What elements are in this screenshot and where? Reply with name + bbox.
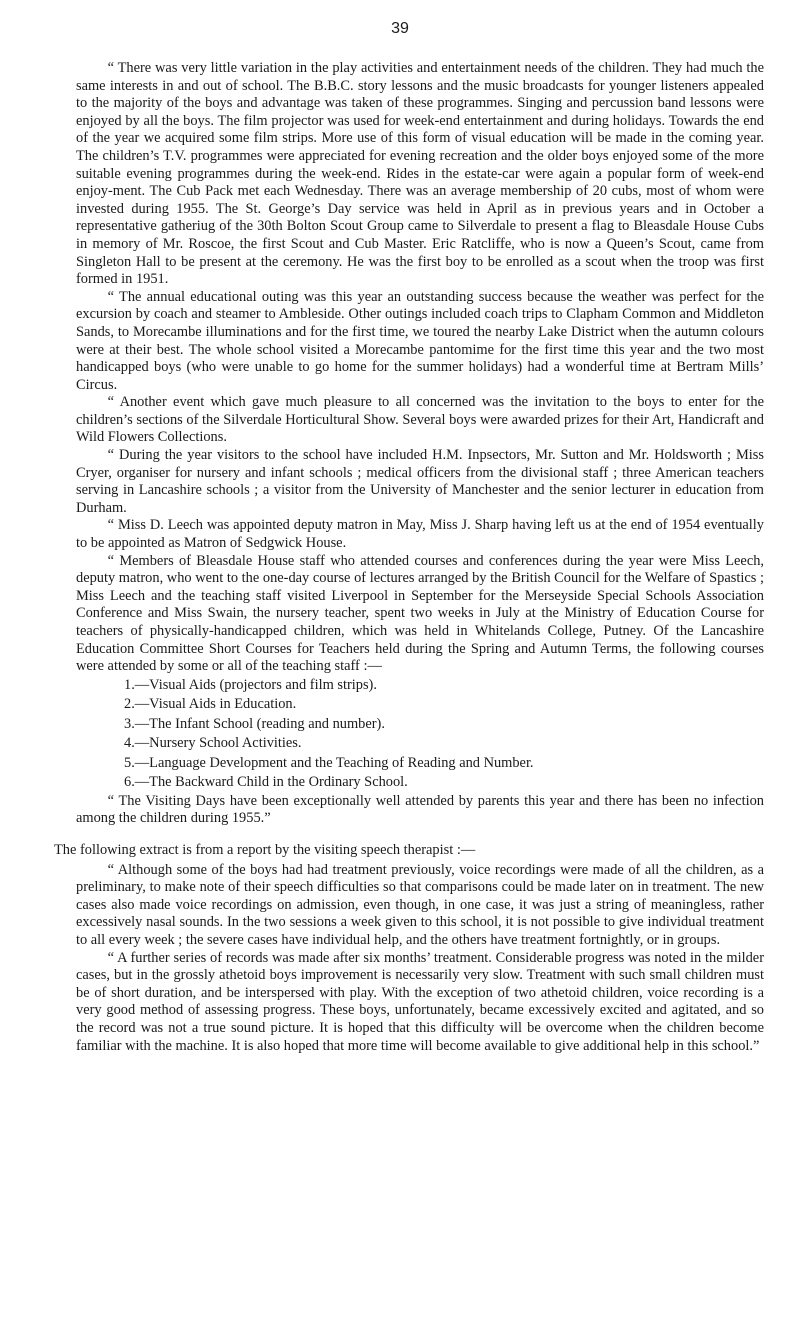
- paragraph-horticultural-show: “ Another event which gave much pleasure to all concerned was the invitation to the boys to enter for the children’s sections of the Silverdale Horticultural Show. Several boys were awarded prizes for their Art, Handicraft and Wild Flowers Collections.: [76, 394, 764, 446]
- paragraph-play-activities: “ There was very little variation in the play activities and entertainment needs of the children. They had much the same interests in and out of school. The B.B.C. story lessons and the music broadcasts for younger listeners appealed to the majority of the boys and advantage was taken of these programmes. Singing and percussion band lessons were enjoyed by all the boys. The film projector was used for week-end entertainment and during holidays. Towards the end of the year we acquired some film strips. More use of this form of visual education will be made in the coming year. The children’s T.V. programmes were appreciated for evening recreation and the older boys enjoyed some of the more suitable evening programmes during the week-end. Rides in the estate-car were again a popular form of week-end enjoy-ment. The Cub Pack met each Wednesday. There was an average membership of 20 cubs, most of whom were invested during 1955. The St. George’s Day service was held in April as in previous years and in October a representative gatheriug of the 30th Bolton Scout Group came to Silverdale to present a flag to Bleasdale House Cubs in memory of Mr. Roscoe, the first Scout and Cub Master. Eric Ratcliffe, who is now a Queen’s Scout, came from Singleton Hall to be present at the ceremony. He was the first boy to be enrolled as a scout when the troop was first formed in 1951.: [76, 60, 764, 288]
- paragraph-educational-outing: “ The annual educational outing was this year an outstanding success because the weather was perfect for the excursion by coach and steamer to Ambleside. Other outings included coach trips to Clapham Common and Middleton Sands, to Morecambe illuminations and for the first time, we toured the nearby Lake District when the autumn colours were at their best. The whole school visited a Morecambe pantomime for the first time this year and the two most handicapped boys (who were unable to go home for the summer holidays) had a wonderful time at Bertram Mills’ Circus.: [76, 288, 764, 393]
- list-item: 6.—The Backward Child in the Ordinary School.: [124, 774, 408, 791]
- list-item: 4.—Nursery School Activities.: [124, 735, 302, 752]
- paragraph-voice-recordings: “ Although some of the boys had had treatment previously, voice recordings were made of all the children, as a preliminary, to make note of their speech difficulties so that comparisons could be made later on in treatment. The new cases also made voice recordings on admission, even though, in one case, it was just a string of meaningless, rather excessively nasal sounds. In the two sessions a week given to this school, it is not possible to give individual treatment to all every week ; the severe cases have individual help, and the others have treatment fortnightly, or in groups.: [76, 861, 764, 948]
- course-list: [76, 676, 764, 793]
- list-item: 2.—Visual Aids in Education.: [124, 696, 297, 713]
- paragraph-further-records: “ A further series of records was made after six months’ treatment. Considerable progress was noted in the milder cases, but in the grossly athetoid boys improvement is necessarily very slow. Treatment with such small children must be of short duration, and be interspersed with play. With the exception of two athetoid children, voice recording is a very good method of assessing progress. These boys, unfortunately, became excessively excited and agitated, and so the record was not a true sound picture. It is hoped that this difficulty will be overcome when the children become familiar with the machine. It is also hoped that more time will become available to give additional help in this school.”: [76, 949, 764, 1054]
- list-item: 3.—The Infant School (reading and number).: [124, 715, 385, 732]
- extract-intro: The following extract is from a report by the visiting speech therapist :—: [54, 841, 476, 858]
- paragraph-visiting-days: “ The Visiting Days have been exceptionally well attended by parents this year and there has been no infection among the children during 1955.”: [76, 792, 764, 827]
- paragraph-staff-courses: “ Members of Bleasdale House staff who attended courses and conferences during the year were Miss Leech, deputy matron, who went to the one-day course of lectures arranged by the British Council for the Welfare of Spastics ; Miss Leech and the teaching staff visited Liverpool in September for the Merseyside Special Schools Association Conference and Miss Swain, the nursery teacher, spent two weeks in July at the Ministry of Education Course for teachers of physically-handicapped children, which was held in Whitelands College, Putney. Of the Lancashire Education Committee Short Courses for Teachers held during the Spring and Autumn Terms, the following courses were attended by some or all of the teaching staff :—: [76, 552, 764, 675]
- paragraph-visitors: “ During the year visitors to the school have included H.M. Inpsectors, Mr. Sutton and Mr. Holdsworth ; Miss Cryer, organiser for nursery and infant schools ; medical officers from the divisional staff ; three American teachers serving in Lancashire schools ; a visitor from the University of Manchester and the senior lecturer in education from Durham.: [76, 447, 764, 516]
- list-item: 5.—Language Development and the Teaching of Reading and Number.: [124, 754, 534, 771]
- page-number: 39: [391, 20, 409, 37]
- document-body: [54, 60, 764, 1055]
- paragraph-deputy-matron: “ Miss D. Leech was appointed deputy matron in May, Miss J. Sharp having left us at the end of 1954 eventually to be appointed as Matron of Sedgwick House.: [76, 517, 764, 552]
- list-item: 1.—Visual Aids (projectors and film strips).: [124, 676, 377, 693]
